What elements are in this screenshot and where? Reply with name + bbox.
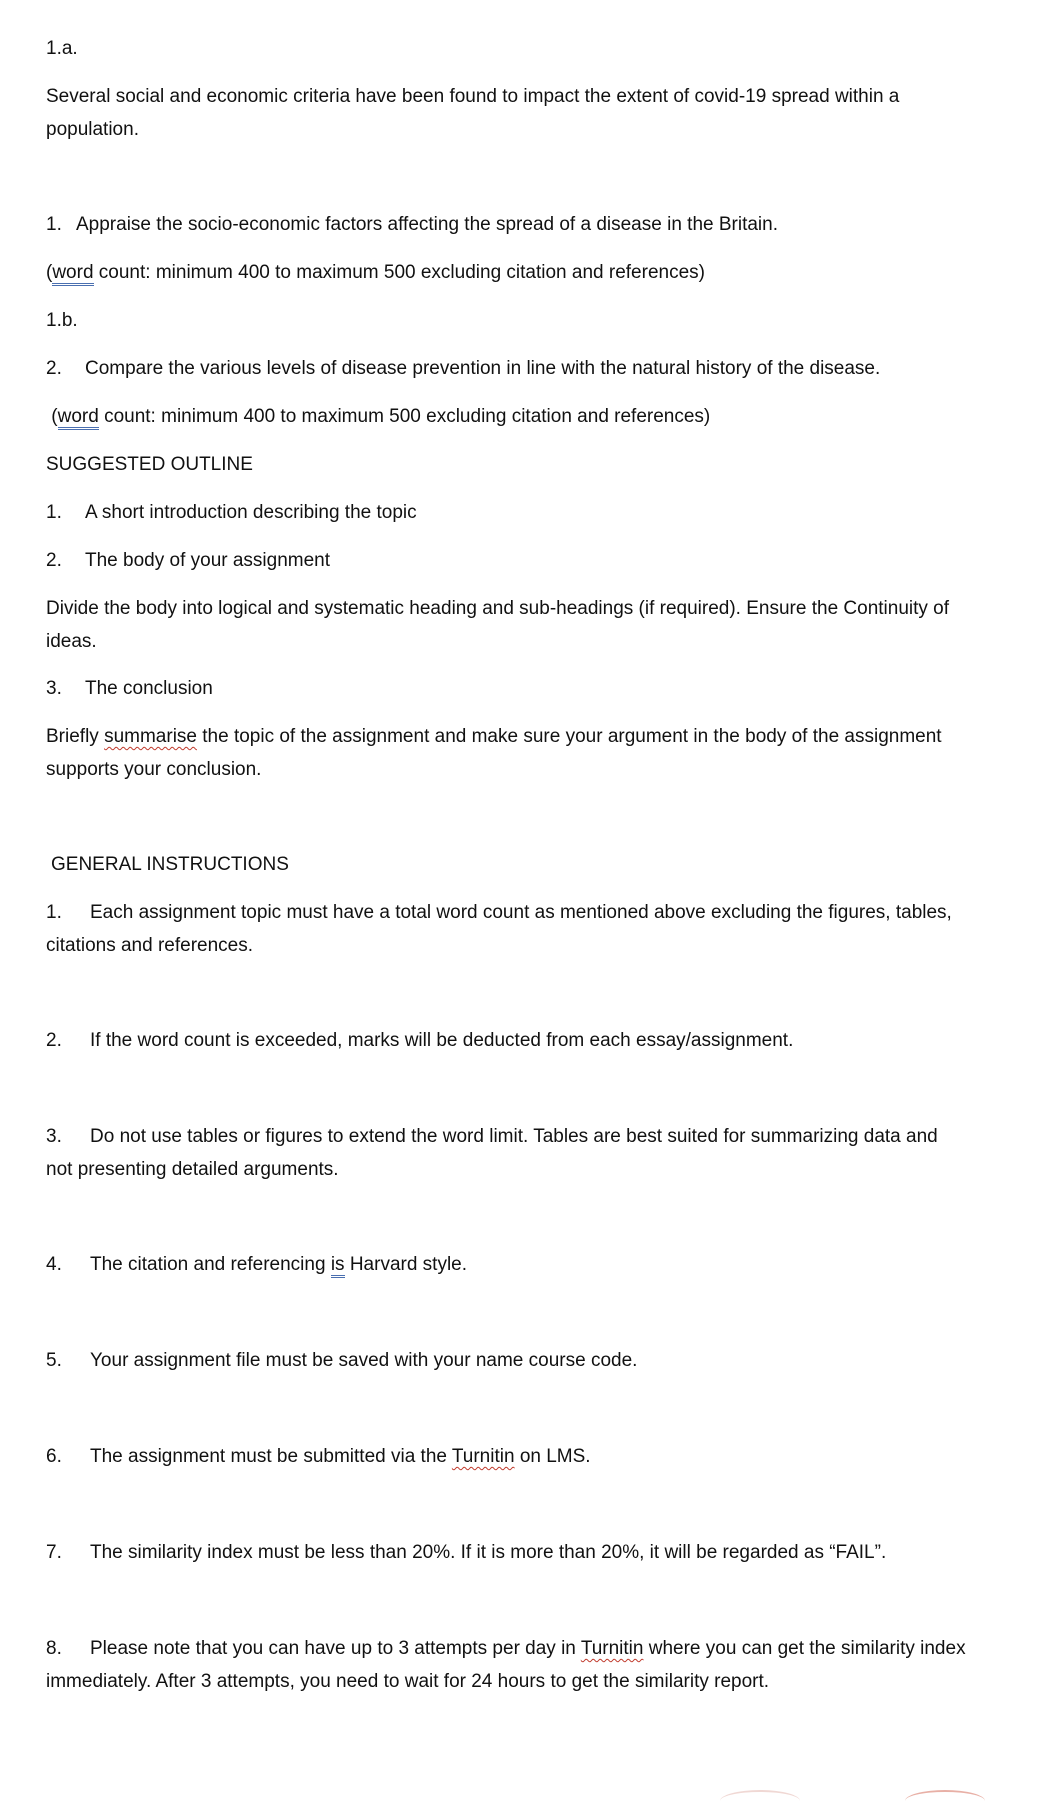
instruction-text: The similarity index must be less than 20%. If it is more than 20%, it will be regarded as “FAIL”. (90, 1542, 887, 1563)
instruction-item (46, 1536, 966, 1569)
outline-item (46, 544, 966, 577)
spelling-marked-word: Turnitin (451, 1446, 515, 1467)
list-number: 5. (46, 1350, 62, 1371)
list-number: 6. (46, 1446, 62, 1467)
list-number: 1. (46, 502, 62, 523)
list-number: 8. (46, 1638, 62, 1659)
text-run: The assignment must be submitted via the (90, 1446, 452, 1467)
body-note-paragraph: Divide the body into logical and systematic heading and sub-headings (if required). Ensure the Continuity of ideas. (46, 598, 950, 652)
question-1-word-count (46, 256, 966, 289)
section-label-1b: 1.b. (46, 310, 78, 331)
list-number: 2. (46, 358, 62, 379)
word-count-text: count: minimum 400 to maximum 500 excluding citation and references) (93, 262, 705, 283)
outline-item (46, 672, 966, 705)
instruction-item (46, 1248, 966, 1281)
list-number: 3. (46, 678, 62, 699)
grammar-marked-word: is (331, 1254, 345, 1278)
list-number: 1. (46, 214, 62, 235)
text-run: on LMS. (514, 1446, 591, 1467)
question-2 (46, 352, 966, 385)
outline-item (46, 496, 966, 529)
list-number: 2. (46, 1030, 62, 1051)
instruction-item (46, 1344, 966, 1377)
list-number: 7. (46, 1542, 62, 1563)
outline-item-text: A short introduction describing the topic (85, 502, 417, 523)
general-instructions-heading: GENERAL INSTRUCTIONS (51, 854, 289, 875)
section-label-1a: 1.a. (46, 38, 78, 59)
intro-paragraph: Several social and economic criteria have been found to impact the extent of covid-19 spread within a population. (46, 86, 900, 140)
word-count-text: count: minimum 400 to maximum 500 excluding citation and references) (98, 406, 711, 427)
open-paren: ( (46, 406, 58, 427)
open-paren: ( (46, 262, 53, 283)
text-run: Harvard style. (344, 1254, 468, 1275)
spelling-marked-word: Turnitin (580, 1638, 644, 1659)
instruction-text: Each assignment topic must have a total word count as mentioned above excluding the figures, tables, citations and references. (46, 902, 952, 956)
text-run: The citation and referencing (90, 1254, 331, 1275)
text-run: Please note that you can have up to 3 attempts per day in (90, 1638, 581, 1659)
text-run: the topic of the assignment and make sure your argument in the body of the assignment supports your conclusion. (46, 726, 942, 780)
conclusion-note-paragraph (46, 720, 966, 786)
decorative-arc (720, 1790, 800, 1812)
grammar-marked-word: word (52, 262, 93, 286)
question-1-text: Appraise the socio-economic factors affecting the spread of a disease in the Britain. (76, 214, 778, 235)
question-1 (46, 208, 966, 241)
outline-item-text: The conclusion (85, 678, 213, 699)
question-2-word-count (46, 400, 966, 433)
grammar-marked-word: word (58, 406, 99, 430)
list-number: 4. (46, 1254, 62, 1275)
instruction-text: Do not use tables or figures to extend the word limit. Tables are best suited for summarizing data and not presenting detailed arguments. (46, 1126, 938, 1180)
instruction-item (46, 1120, 966, 1186)
decorative-arc (905, 1790, 985, 1812)
list-number: 1. (46, 902, 62, 923)
instruction-text: If the word count is exceeded, marks will be deducted from each essay/assignment. (90, 1030, 794, 1051)
list-number: 2. (46, 550, 62, 571)
outline-item-text: The body of your assignment (85, 550, 331, 571)
text-run: Briefly (46, 726, 105, 747)
spelling-marked-word: summarise (104, 726, 197, 747)
list-number: 3. (46, 1126, 62, 1147)
instruction-item (46, 1632, 966, 1698)
instruction-text: Your assignment file must be saved with your name course code. (90, 1350, 638, 1371)
instruction-item (46, 1024, 966, 1057)
text-run: where you can get the similarity index immediately. After 3 attempts, you need to wait for 24 hours to get the similarity report. (46, 1638, 966, 1692)
outline-heading: SUGGESTED OUTLINE (46, 454, 253, 475)
instruction-item (46, 896, 966, 962)
question-2-text: Compare the various levels of disease prevention in line with the natural history of the disease. (85, 358, 881, 379)
instruction-item (46, 1440, 966, 1473)
